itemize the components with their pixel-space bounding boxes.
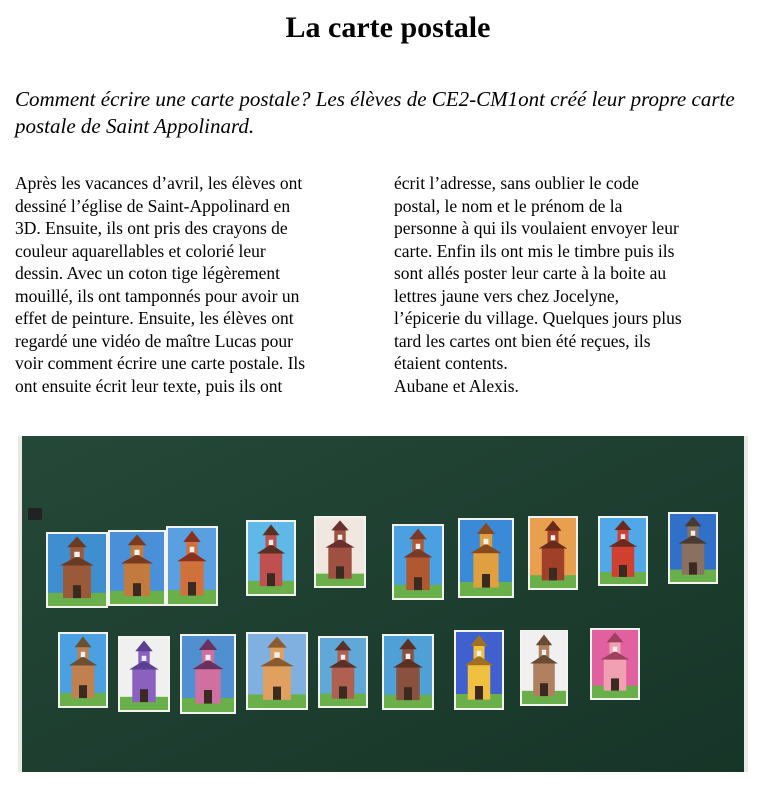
- text-line: couleur aquarellables et colorié leur: [15, 240, 266, 261]
- postcard: [458, 518, 514, 598]
- postcard: [668, 512, 718, 584]
- postcard: [58, 632, 108, 708]
- text-line: tard les cartes ont bien été reçues, ils: [394, 330, 651, 351]
- text-line: Aubane et Alexis.: [394, 375, 519, 396]
- text-line: postal, le nom et le prénom de la: [394, 195, 623, 216]
- postcard: [246, 520, 296, 596]
- text-line: Après les vacances d’avril, les élèves ont: [15, 173, 303, 193]
- text-line: mouillé, ils ont tamponnés pour avoir un: [15, 285, 300, 306]
- postcard: [528, 516, 578, 590]
- text-column-left: [15, 172, 380, 397]
- postcard: [246, 632, 308, 710]
- postcard: [108, 530, 166, 606]
- postcard: [118, 636, 170, 712]
- text-line: 3D. Ensuite, ils ont pris des crayons de: [15, 218, 288, 238]
- text-line: écrit l’adresse, sans oublier le code: [394, 173, 639, 193]
- text-column-right: [394, 172, 766, 397]
- postcard: [166, 526, 218, 606]
- postcard: [314, 516, 366, 588]
- text-line: carte. Enfin ils ont mis le timbre puis ils: [394, 240, 675, 261]
- postcard: [520, 630, 568, 706]
- postcard: [318, 636, 368, 708]
- postcard: [598, 516, 648, 586]
- postcard: [382, 634, 434, 710]
- text-line: dessin. Avec un coton tige légèrement: [15, 263, 281, 283]
- postcard: [454, 630, 504, 710]
- text-line: l’épicerie du village. Quelques jours plus: [394, 308, 682, 328]
- text-line: étaient contents.: [394, 353, 508, 373]
- text-line: personne à qui ils voulaient envoyer leur: [394, 218, 679, 238]
- chalkboard-photo: [18, 436, 748, 772]
- text-line: regardé une vidéo de maître Lucas pour: [15, 330, 293, 351]
- text-line: sont allés poster leur carte à la boite au: [394, 263, 667, 283]
- text-line: lettres jaune vers chez Jocelyne,: [394, 285, 619, 306]
- magnet: [28, 508, 42, 520]
- text-line: voir comment écrire une carte postale. Ils: [15, 353, 306, 373]
- postcard: [180, 634, 236, 714]
- article-title: La carte postale: [285, 11, 491, 44]
- text-line: dessiné l’église de Saint-Appolinard en: [15, 195, 291, 216]
- article-intro: Comment écrire une carte postale? Les élèves de CE2-CM1ont créé leur propre carte postale de Saint Appolinard.: [15, 87, 735, 138]
- postcard: [392, 524, 444, 600]
- postcard: [46, 532, 108, 608]
- text-line: ont ensuite écrit leur texte, puis ils ont: [15, 375, 283, 396]
- postcard: [590, 628, 640, 700]
- text-line: effet de peinture. Ensuite, les élèves ont: [15, 308, 294, 328]
